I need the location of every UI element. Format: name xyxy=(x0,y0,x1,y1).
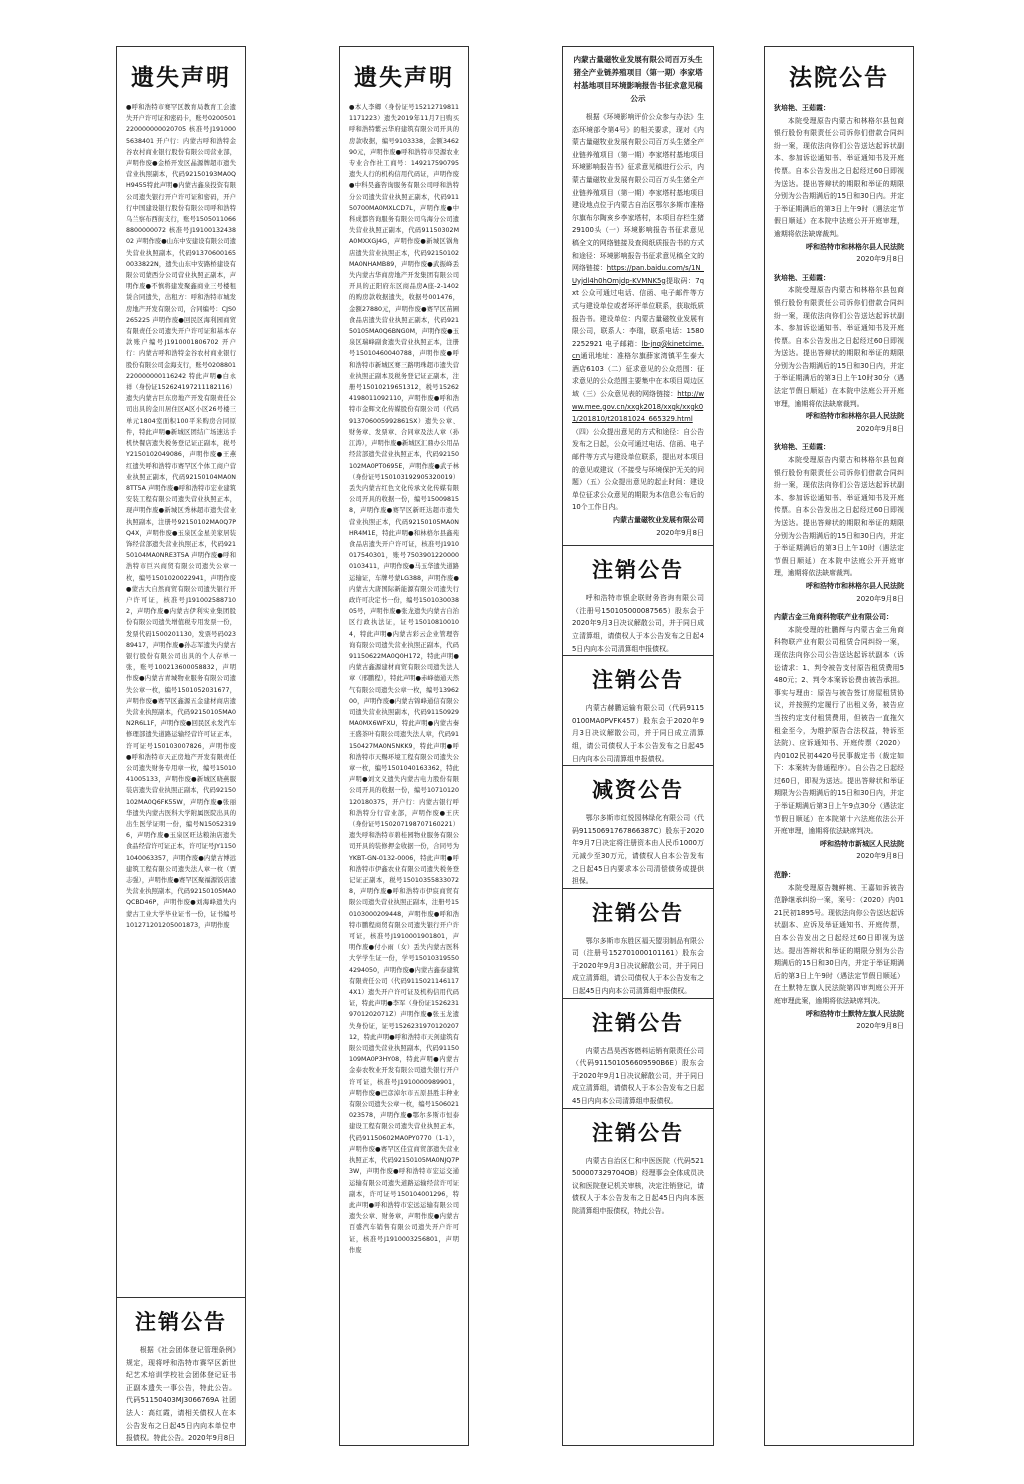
court-notice-issuer: 呼和浩特市新城区人民法院 xyxy=(820,839,904,848)
court-notice-body: 本院受理原告内蒙古和林格尔县包商银行股份有限责任公司诉你们借款合同纠纷一案，现依法向你们公告送达起诉状副本、参加诉讼通知书、举证通知书及开庭传票。自本公告发出之日起经过60日即视为送达。提出答辩状的期限和举证的期限分别为公告期满后的15日和30日内。并定于举证期满后的第3日上午9时（遇法定节假日顺延）在本院中法庭公开开庭审理，逾期将依法缺席裁判。 xyxy=(774,116,904,238)
cancellation-notice-3 xyxy=(563,888,713,998)
report-download-link[interactable]: https://pan.baidu.com/s/1N_Uyjdl4h0hOmjdp-KVMNK5g xyxy=(572,264,704,285)
environmental-notice-title: 内蒙古量磁牧业发展有限公司百万头生猪全产业链养殖项目（第一期）李家塔村基地项目环境影响报告书征求意见稿公示 xyxy=(573,55,703,103)
cancellation-heading-1: 注销公告 xyxy=(592,558,684,583)
cancellation-heading-3: 注销公告 xyxy=(592,900,684,925)
column-court-notices xyxy=(764,46,914,1446)
lost-declaration-body: ●呼和浩特市赛罕区教育局教育工会遗失开户许可证和密码卡，账号0200501220000000020705 核准号J1910005638401 开户行：内蒙古呼和浩特金谷农村商业银行股份有限公司营业部，声明作废●金桥开发区晶源牌超市遗失营业执照副本，代码92150193MA0QH9455特此声明●内蒙古鑫泉投资有限公司遗失银行开户许可证和密码，开户行中国建设银行股份有限公司呼和浩特乌兰察布西街支行，账号15050110668800000072 核准号J1910013243802 声明作废●山东中安建设有限公司遗失营业执照副本，代码913706001650033822N，遗失山东中安路桥建设有限公司蒙西分公司营业执照正副本，声明作废●不慎将建发聚鑫商业三号楼租赁合同遗失，出租方：呼和浩特市城发房地产开发有限公司，合同编号：CJS0265225 声明作废●回民区海利园商贸有限责任公司遗失开户许可证和基本存款账户编号J1910001806702 开户行：内蒙古呼和浩特金谷农村商业银行股份有限公司金海支行，账号0208801220000000116242 特此声明●白永祥（身份证152624197211182116）遗失内蒙古巨东房地产开发有限责任公司出具的金川居住区A区小区26号楼三单元1804室面积100平米购房合同原件，特此声明●新城区团结广场速达手机快餐店遗失税务登记证正副本，税号Y2150102049086，声明作废●王燕红遗失呼和浩特市赛罕区个体工商户营业执照正副本，代码92150104MA0N8TT5A 声明作废●呼和浩特市宏业建筑安装工程有限公司遗失营业执照正本，现声明作废●新城区秀林超市遗失营业执照副本，注册号92150102MA0Q7PQ4X，声明作废●玉泉区金星美家居装饰经营部遗失营业执照正本，代码92150104MA0NRE3T5A 声明作废●呼和浩特市巨兴商贸有限公司遗失公章一枚，编号1501020022941，声明作废●蒙古大自然商贸有限公司遗失银行开户许可证，核准号J1910025887102，声明作废●内蒙古伊利实业集团股份有限公司遗失增值税专用发票一份，发票代码1500201130，发票号码02389417，声明作废●孙志军遗失内蒙古银行股份有限公司出具的个人存单一张，账号100213600058832，声明作废●内蒙古青城物业服务有限公司遗失公章一枚，编号1501052031677，声明作废●赛罕区鑫源五金建材商店遗失营业执照副本，代码92150105MA0N2R6L1F，声明作废●回民区永发汽车修理部遗失道路运输经营许可证正本，许可证号150103007826，声明作废●呼和浩特市天正房地产开发有限责任公司遗失财务专用章一枚，编号1501041005133，声明作废●新城区晓燕服装店遗失营业执照正副本，代码92150102MA0Q6FK55W，声明作废●张丽华遗失内蒙古医科大学附属医院出具的出生医学证明一份，编号N150523196，声明作废●玉泉区旺达粮油店遗失食品经营许可证正本，许可证号JY11501040063357，声明作废●内蒙古博远建筑工程有限公司遗失法人章一枚（贾志强），声明作废●赛罕区聚福源饭店遗失营业执照副本，代码92150105MA0QCBD46P，声明作废●刘海峰遗失内蒙古工业大学毕业证书一份，证书编号101271201205001873，声明作废 xyxy=(126,104,236,929)
court-notice-addressee: 狄培艳、王茹霞： xyxy=(774,273,830,282)
court-notice-issuer: 呼和浩特市土默特左旗人民法院 xyxy=(806,1009,904,1018)
court-notice-issuer: 呼和浩特市和林格尔县人民法院 xyxy=(806,581,904,590)
court-notice-2 xyxy=(774,272,904,436)
environmental-notice-body-3: 通讯地址：准格尔旗薛家湾镇平生泰大酒店6103（二）征求意见的公众范围：征求意见的公众范围主要集中在本项目周边区域（三）公众意见表的网络链接： xyxy=(572,352,704,399)
cancellation-heading-4: 注销公告 xyxy=(592,1010,684,1035)
column-public-notices xyxy=(562,46,714,1446)
capital-reduction-body: 鄂尔多斯市红悦园林绿化有限公司（代码91150691767866387C）股东于2020年9月7日决定将注册资本由人民币1000万元减少至30万元，请债权人自本公告发布之日起45日内要求本公司清偿债务或提供担保。 xyxy=(572,814,704,886)
court-notice-issuer: 呼和浩特市和林格尔县人民法院 xyxy=(806,242,904,251)
environmental-notice-body-1: 根据《环境影响评价公众参与办法》生态环境部令第4号》的相关要求，现对《内蒙古量磁牧业发展有限公司百万头生猪全产业链养殖项目（第一期）李家塔村基地项目环境影响报告书》征求意见稿进行公示，内蒙古量磁牧业发展有限公司百万头生猪全产业链养殖项目（第一期）李家塔村基地项目建设地点位于内蒙古自治区鄂尔多斯市准格尔旗布尔陶亥乡李家塔村，本项目存栏生猪29100头（一）环境影响报告书征求意见稿全文的网络链接及查阅纸质报告书的方式和途径：环境影响报告书征求意见稿全文的网络链接： xyxy=(572,113,704,273)
court-notice-4 xyxy=(774,611,904,863)
court-notice-date: 2020年9月8日 xyxy=(856,255,904,264)
cancellation-heading-5: 注销公告 xyxy=(592,1120,684,1145)
capital-reduction-notice xyxy=(563,765,713,888)
cancellation-body-1: 呼和浩特市银企联财务咨询有限公司（注册号150105000087565）股东会于2020年9月3日决议解散公司，并于同日成立清算组，请债权人于本公告发布之日起45日内向本公司清算组申报债权。 xyxy=(572,594,704,653)
cancellation-notice-4 xyxy=(563,998,713,1108)
lost-declaration-body-2: ●本人李卿（身份证号152127198111171223）遗失2019年11月7日购买呼和浩特紫云华府建筑有限公司开具的房款收据，编号9103338，金额346290元，声明作废●呼和浩特市昊源农业专业合作社工商号：149217590795遗失人行的机构信用代码证，声明作废●中科昊鑫咨询服务有限公司呼和浩特分公司遗失营业执照正副本，代码91150700MA0MXLCD7L，声明作废●中科成都咨询服务有限公司乌海分公司遗失营业执照正副本，代码91150302MA0MXXGJ4G，声明作废●新城区锅角店遗失营业执照正本，代码92150102MA0NHAMB89，声明作废●武振峰丢失内蒙古华商房地产开发集团有限公司开具的正阳府东区商品房A座-2-1402的购房款收据遗失，收据号001476，金额27880元，声明作废●赛罕区苗圃食品店遗失营业执照正副本，代码92150105MA0Q6BNG0M，声明作废●玉泉区瑞峰副食遗失营业执照正本，注册号15010460040788，声明作废●呼和浩特市新城区赛三路明珠超市遗失营业执照正副本及税务登记证正副本，注册号15010219651312，税号152624198011092110，声明作废●呼和浩特市金辉文化传媒股份有限公司（代码913706005992861SX）遗失公章、财务章、发票章、合同章及法人章（孙江涛），声明作废●新城区汇鼎办公用品经营部遗失营业执照正本，代码92150102MA0PT0695E，声明作废●武子林（身份证号150103192905320019）丢失内蒙古红色文化传承文化传媒有限公司开具的收据一份，编号150098158，声明作废●赛罕区新旺达超市遗失营业执照正本，代码92150105MA0NHR4M1E，特此声明●和林格尔县鑫苑食品店遗失开户许可证，核准号J1910017540301，账号75039012200000103411，声明作废●马玉华遗失道路运输证，车牌号蒙LG388，声明作废●内蒙古大唐国际新能源有限公司遗失行政许可决定书一份，编号150103003805号，声明作废●张龙遗失内蒙古自治区行政执法证，证号150108100104，特此声明●内蒙古彩云企业管理咨询有限公司遗失营业执照正副本，代码91150622MA0Q0H172，特此声明●内蒙古鑫源建材商贸有限公司遗失法人章（邢鹏程），特此声明●赤峰德通天然气有限公司遗失公章一枚，编号1396200，声明作废●内蒙古锦峰通信有限公司遗失营业执照副本，代码91150929MA0MX6WFXU，特此声明●内蒙古秦王盛茶叶有限公司遗失法人章，代码91150427MA0N5NKK9，特此声明●呼和浩特市天赐环境工程有限公司遗失公章一枚，编号1501040163362，特此声明●刘文义遗失内蒙古电力股份有限公司开具的收据一份，编号10710120120180375，开户行：内蒙古银行呼和浩特分行营业部，声明作废●王庆（身份证号150207198707160221）遗失呼和浩特市碧桂园物业服务有限公司开具的装修押金收据一份，合同号为YKBT-GN-0132-0006，特此声明●呼和浩特市伊鑫农业有限公司遗失税务登记证正副本，税号150103558330728，声明作废●呼和浩特市伊宸商贸有限公司遗失营业执照正副本，注册号150103000209448，声明作废●呼和浩特市鹏程商贸有限公司遗失银行开户许可证，核准号J1910001901801，声明作废●付小雨（女）丢失内蒙古医科大学学生证一份，学号150103195504294050，声明作废●内蒙古鑫泰建筑有限责任公司（代码91150211461174X1）遗失开户许可证及机构信用代码证，特此声明●李军（身份证15262319701202071Z）声明作废●张玉龙遗失身份证，证号152623197012020712，特此声明●呼和浩特市天剑建筑有限公司遗失营业执照副本，代码91150109MA0P3HY08，特此声明●内蒙古金泰农牧业开发有限公司遗失银行开户许可证，核准号J1910000989901，声明作废●巴彦淖尔市五原县胜丰种业有限公司遗失公章一枚，编号1506021023578，声明作废●鄂尔多斯市恒泰建设工程有限公司遗失营业执照正本，代码91150602MA0PY0770（1-1），声明作废●赛罕区佳宜商贸部遗失营业执照正本，代码92150105MA0NJQ7P3W，声明作废●呼和浩特市宏运交通运输有限公司遗失道路运输经营许可证副本，许可证号150104001296，特此声明●呼和浩特市宏远运输有限公司遗失公章、财务章，声明作废●内蒙古百盛汽车销售有限公司遗失开户许可证，核准号J1910003256801，声明作废 xyxy=(349,104,459,1254)
court-notice-body: 本院受理原告内蒙古和林格尔县包商银行股份有限责任公司诉你们借款合同纠纷一案，现依法向你们公告送达起诉状副本、参加诉讼通知书、举证通知书及开庭传票。自本公告发出之日起经过60日即视为送达。提出答辩状的期限和举证的期限分别为公告期满后的15日和30日内，并定于举证期满后的第3日上午10时（遇法定节假日顺延）在本院中法庭公开开庭审理，逾期将依法缺席裁判。 xyxy=(774,456,904,578)
court-notice-addressee: 内蒙古金三角商科物联产业有限公司： xyxy=(774,613,893,622)
column-lost-declarations-2 xyxy=(339,46,469,1446)
capital-reduction-heading: 减资公告 xyxy=(592,778,684,803)
cancellation-body-5: 内蒙古自治区仁和中医医院（代码521500007329704OB）经理事会全体成员决议和医院登记机关审核，决定注销登记，请债权人于本公告发布之日起45日内向本医院清算组申报债权，特此公告。 xyxy=(572,1156,704,1215)
environmental-notice-body-2: 提取码：7qxt 公众可通过电话、信函、电子邮件等方式与建设单位或者环评单位联系，获取纸质报告书。建设单位：内蒙古量磁牧业发展有限公司，联系人：李瑞，联系电话：15802252921 电子邮箱： xyxy=(572,276,704,348)
environmental-notice-text xyxy=(572,111,704,514)
court-notice-5 xyxy=(774,869,904,1033)
cancellation-body: 根据《社会团体登记管理条例》规定，现将呼和浩特市赛罕区新世纪艺术培训学校社会团体登记证书正副本遗失一事公告，特此公告。代码51150403MJ3066769A 社团法人：高红霞，请相关债权人在本公告发布之日起45日内向本单位申报债权。特此公告。2020年9月8日 xyxy=(126,1346,236,1443)
environmental-notice-date: 2020年9月8日 xyxy=(656,528,704,537)
court-notice-1 xyxy=(774,102,904,266)
environmental-notice-signature: 内蒙古量磁牧业发展有限公司 xyxy=(613,516,704,524)
court-notice-addressee: 范静： xyxy=(774,871,795,880)
cancellation-body-4: 内蒙古昌昊西客燃料运销有限责任公司（代码911501056609590B6E）股东会于2020年9月1日决议解散公司，并于同日成立清算组，请债权人于本公告发布之日起45日内向本公司清算组申报债权。 xyxy=(572,1046,704,1106)
cancellation-notice-box xyxy=(117,1297,245,1445)
court-notice-body: 本院受理原告内蒙古和林格尔县包商银行股份有限责任公司诉你们借款合同纠纷一案，现依法向你们公告送达起诉状副本、参加诉讼通知书、举证通知书及开庭传票。自本公告发出之日起经过60日即视为送达。提出答辩状的期限和举证的期限分别为公告期满后的15日和30日内，并定于举证期满后的第3日上午10时30分（遇法定节假日顺延）在本院中法庭公开开庭审理，逾期将依法缺席裁判。 xyxy=(774,286,904,408)
court-notice-body: 本院受理的杜鹏辉与内蒙古金三角商科物联产业有限公司租赁合同纠纷一案，现依法向你公司公告送达起诉状副本（诉讼请求：1、判令被告支付原告租赁费用5480元；2、判令本案诉讼费由被告承担。事实与理由：原告与被告签订房屋租赁协议，并按照约定履行了出租义务，被告应当按约定支付租赁费用，但被告一直拖欠租金至今，为维护原告合法权益，特诉至法院）、应诉通知书、开庭传票（2020）内0102民初4420号民事裁定书（裁定如下：本案转为普通程序）。自公告之日起经过60日，即视为送达。提出答辩状和举证期限为公告期满后的15日和30日内，并定于举证期满后第3日上午9点30分（遇法定节假日顺延）在本院第十六法庭依法公开开庭审理，逾期将依法缺席判决。 xyxy=(774,625,904,836)
cancellation-notice-1 xyxy=(563,545,713,655)
environmental-notice xyxy=(572,53,704,539)
court-notice-issuer: 呼和浩特市和林格尔县人民法院 xyxy=(806,412,904,421)
court-notice-date: 2020年9月8日 xyxy=(856,1022,904,1031)
environmental-notice-body-4: （四）公众提出意见的方式和途径：自公告发布之日起，公众可通过电话、信函、电子邮件等方式与建设单位联系，提出对本项目的意见或建议（不接受与环境保护无关的问题）（五）公众提出意见的起止时间：建设单位征求公众意见的期限为本信息公布后的10个工作日内。 xyxy=(572,427,704,512)
cancellation-body-3: 鄂尔多斯市东胜区福天盟羽制品有限公司（注册号152701000101161）股东会于2020年9月3日决议解散公司，并于同日成立清算组，请公司债权人于本公告发布之日起45日内向本公司清算组申报债权。 xyxy=(572,936,704,996)
court-notice-date: 2020年9月8日 xyxy=(856,424,904,433)
lost-declaration-heading: 遗失声明 xyxy=(131,65,231,91)
opinion-form-link[interactable]: http://www.mee.gov.cn/xxgk2018/xxgk/xxgk01/201810/t20181024_665329.html xyxy=(572,390,704,424)
court-notice-addressee: 狄培艳、王茹霞： xyxy=(774,104,830,112)
court-notice-3 xyxy=(774,441,904,605)
cancellation-heading-2: 注销公告 xyxy=(592,668,684,693)
cancellation-notice-5 xyxy=(563,1108,713,1218)
cancellation-notice-2 xyxy=(563,655,713,765)
court-notice-date: 2020年9月8日 xyxy=(856,594,904,603)
court-notice-addressee: 狄培艳、王茹霞： xyxy=(774,443,830,452)
cancellation-heading: 注销公告 xyxy=(135,1310,227,1334)
court-notice-date: 2020年9月8日 xyxy=(856,852,904,861)
column-lost-declarations xyxy=(116,46,246,1446)
court-notice-heading: 法院公告 xyxy=(789,65,889,91)
contact-email-link[interactable]: lb-jnq@kinetcime.cn xyxy=(572,339,704,361)
cancellation-body-2: 内蒙古赫鹏运输有限公司（代码91150100MA0PVFK457）股东会于2020年9月3日决议解散公司，并于同日成立清算组，请公司债权人于本公告发布之日起45日内向本公司清算组申报债权。 xyxy=(572,704,704,763)
court-notice-body: 本院受理原告魏鲜桃、王嘉如诉被告范静继承纠纷一案，案号：（2020）内0121民初1895号。现依法向你公告送达起诉状副本、应诉及举证通知书、开庭传票，自本公告发出之日起经过60日即视为送达。提出答辩状和举证的期限分别为公告期满后的15日和30日内，并定于举证期满后的第3日上午9时（遇法定节假日顺延）在土默特左旗人民法院第四审判庭公开开庭审理此案，逾期将依法缺席判决。 xyxy=(774,883,904,1005)
lost-declaration-heading-2: 遗失声明 xyxy=(354,65,454,91)
